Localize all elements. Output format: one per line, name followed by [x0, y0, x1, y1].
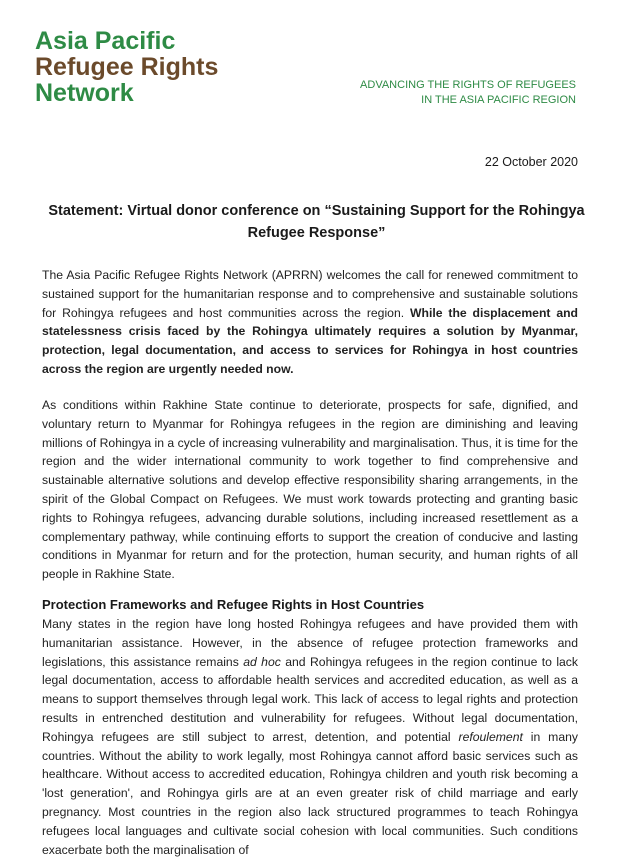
statement-title: Statement: Virtual donor conference on “Sustaining Support for the Rohingya Refugee Response” — [48, 203, 585, 241]
protection-text-c: in many countries. Without the ability to work legally, most Rohingya cannot afford basic services such as healthcare. Without access to accredited education, Rohingya children and youth risk becoming a 'lost generation', and Rohingya girls are at an even greater risk of child marriage and early pregnancy. Most countries in the region also lack structured programmes to teach Rohingya refugees local languages and cultivate social cohesion with local communities. Such conditions exacerbate both the marginalisation of — [42, 729, 578, 857]
organization-logo — [35, 28, 218, 106]
statement-date: 22 October 2020 — [484, 155, 578, 169]
paragraph-intro — [42, 266, 578, 379]
paragraph-conditions: As conditions within Rakhine State continue to deteriorate, prospects for safe, dignified, and voluntary return to Myanmar for Rohingya refugees in the region are diminishing and leaving millions of Rohingya in a cycle of increasing vulnerability and marginalisation. Thus, it is time for the region and the wider international community to work together to find comprehensive and sustainable alternative solutions and develop effective responsibility sharing arrangements, in the spirit of the Global Compact on Refugees. We must work towards protecting and granting basic rights to Rohingya refugees, advancing durable solutions, including increased resettlement as a complementary pathway, while continuing efforts to support the creation of conducive and lasting conditions in Myanmar for return and for the protection, human security, and human rights of all people in Rakhine State. — [42, 398, 578, 582]
paragraph-intro-text: The Asia Pacific Refugee Rights Network (APRRN) welcomes the call for renewed commitment to sustained support for the humanitarian response and to comprehensive and sustainable solutions for Rohingya refugees and host communities across the region. — [42, 268, 578, 320]
protection-text-a: Many states in the region have long hosted Rohingya refugees and have provided them with humanitarian assistance. However, in the absence of refugee protection frameworks and legislations, this assistance remains — [42, 617, 578, 669]
tagline-line-2: IN THE ASIA PACIFIC REGION — [421, 94, 576, 106]
section-heading: Protection Frameworks and Refugee Rights in Host Countries — [42, 597, 425, 612]
paragraph-intro-bold: While the displacement and statelessness crisis faced by the Rohingya ultimately requires a solution by Myanmar, protection, legal documentation, and access to services for Rohingya in host countries across the region are urgently needed now. — [42, 305, 578, 376]
protection-italic-a: ad hoc — [243, 654, 281, 669]
logo-line-2: Refugee Rights — [35, 53, 219, 81]
tagline-line-1: ADVANCING THE RIGHTS OF REFUGEES — [360, 79, 576, 91]
logo-line-1: Asia Pacific — [35, 27, 176, 55]
protection-italic-b: refoulement — [458, 729, 523, 744]
tagline — [360, 78, 576, 108]
logo-line-3: Network — [35, 79, 134, 107]
paragraph-protection — [42, 615, 578, 859]
protection-text-b: and Rohingya refugees in the region continue to lack legal documentation, access to affordable health services and accredited education, as well as a means to support themselves through legal work. This lack of access to legal rights and protection results in entrenched destitution and vulnerability for refugees. Without legal documentation, Rohingya refugees are still subject to arrest, detention, and potential — [42, 654, 578, 744]
